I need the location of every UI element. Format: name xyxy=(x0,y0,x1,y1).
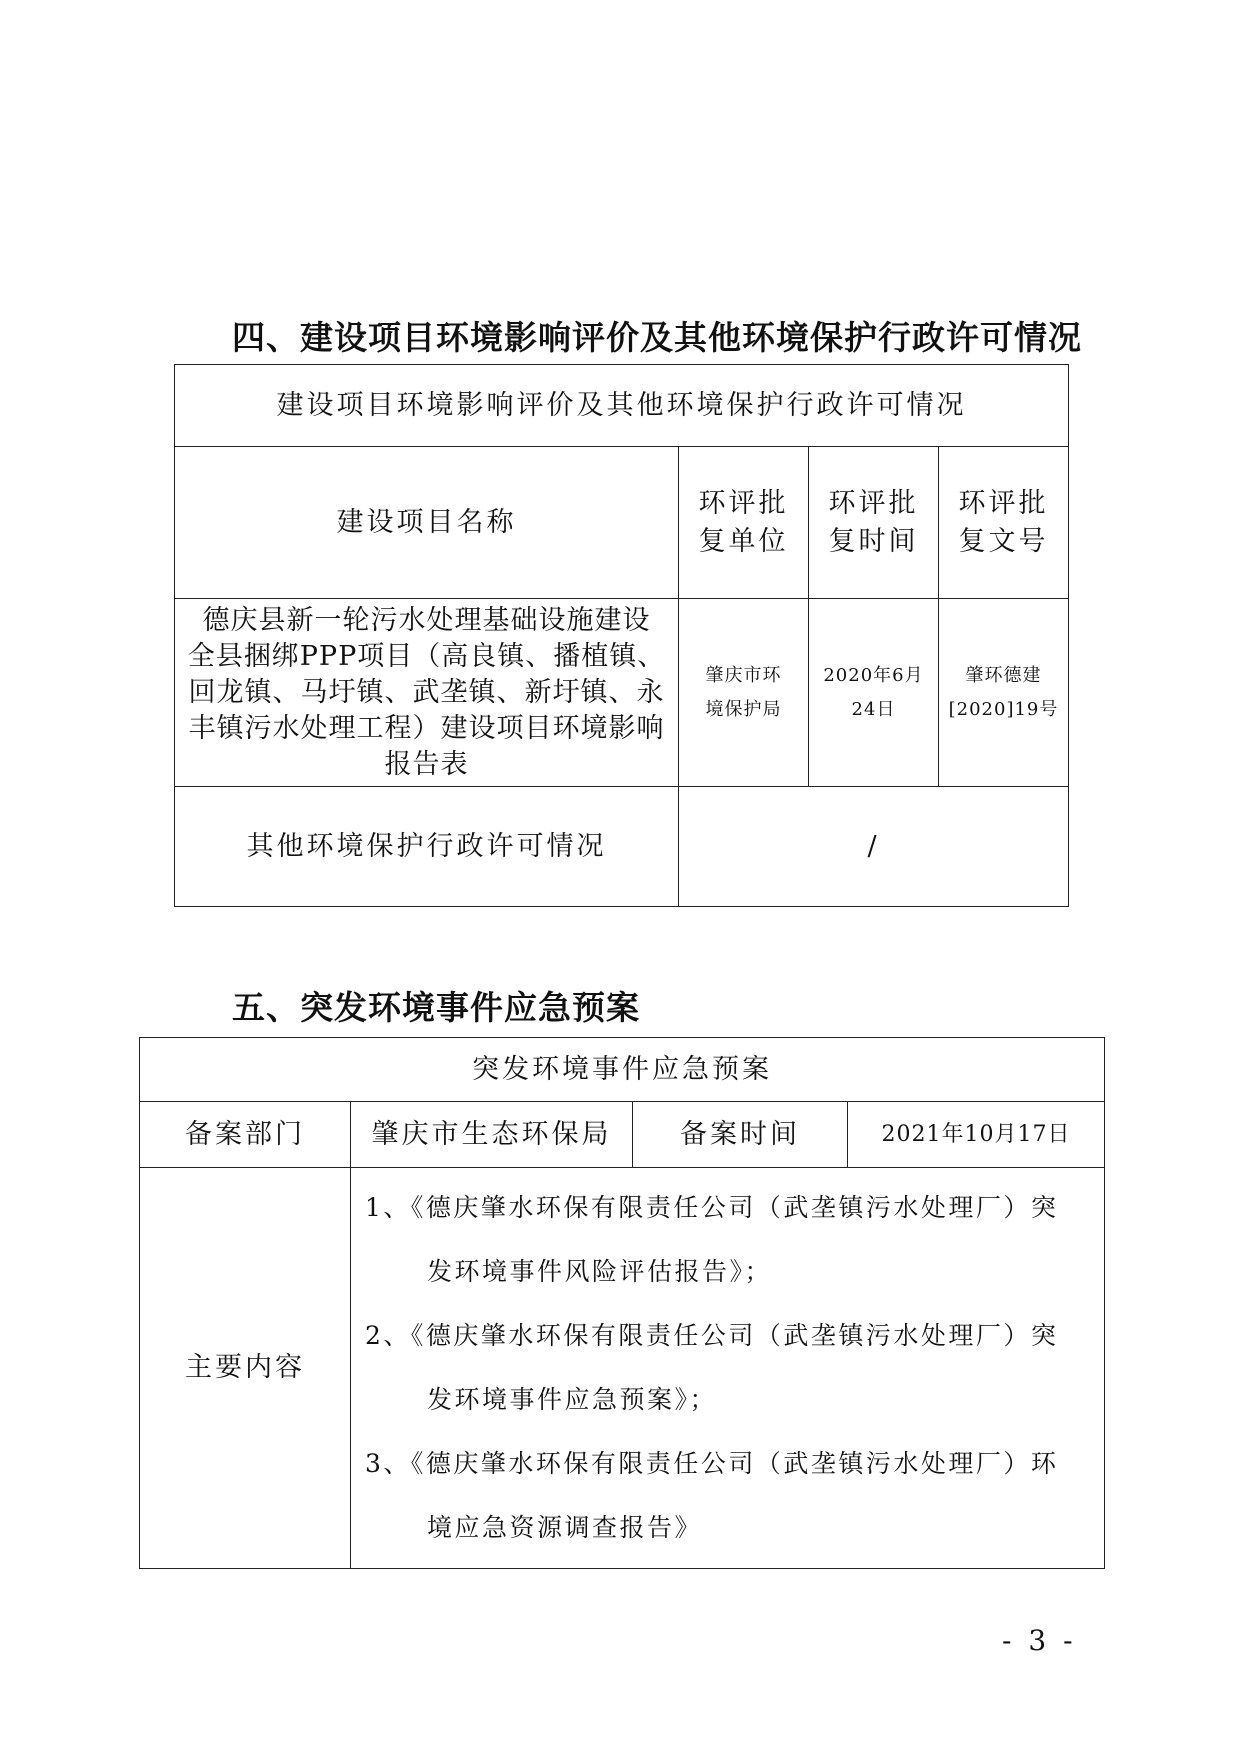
header-approval-time: 环评批 复时间 xyxy=(809,447,939,599)
page-number: - 3 - xyxy=(1002,1624,1077,1657)
content-item: 2、《德庆肇水环保有限责任公司（武垄镇污水处理厂）突 发环境事件应急预案》； xyxy=(365,1321,1059,1414)
filing-dept-label: 备案部门 xyxy=(140,1102,351,1168)
content-item: 3、《德庆肇水环保有限责任公司（武垄镇污水处理厂）环 境应急资源调查报告》 xyxy=(365,1449,1059,1542)
approval-doc-cell: 肇环德建 [2020]19号 xyxy=(939,599,1069,787)
approval-time-cell: 2020年6月 24日 xyxy=(809,599,939,787)
emergency-plan-table xyxy=(139,1037,1105,1569)
approval-unit-cell: 肇庆市环 境保护局 xyxy=(679,599,809,787)
main-content-label: 主要内容 xyxy=(140,1168,351,1569)
project-name-cell: 德庆县新一轮污水处理基础设施建设 全县捆绑PPP项目（高良镇、播植镇、 回龙镇、马圩镇、武垄镇、新圩镇、永 丰镇污水处理工程）建设项目环境影响 报告表 xyxy=(175,599,679,787)
filing-dept-value: 肇庆市生态环保局 xyxy=(351,1102,633,1168)
header-approval-unit: 环评批 复单位 xyxy=(679,447,809,599)
header-project-name: 建设项目名称 xyxy=(175,447,679,599)
content-item: 1、《德庆肇水环保有限责任公司（武垄镇污水处理厂）突 发环境事件风险评估报告》； xyxy=(365,1193,1059,1286)
filing-time-value: 2021年10月17日 xyxy=(848,1102,1105,1168)
header-approval-doc: 环评批 复文号 xyxy=(939,447,1069,599)
eia-table-title: 建设项目环境影响评价及其他环境保护行政许可情况 xyxy=(175,365,1069,447)
other-permit-value: / xyxy=(679,787,1069,907)
section-4-heading: 四、建设项目环境影响评价及其他环境保护行政许可情况 xyxy=(232,318,1082,357)
eia-permit-table xyxy=(174,364,1069,907)
main-content-list xyxy=(351,1168,1105,1569)
emergency-table-title: 突发环境事件应急预案 xyxy=(140,1038,1105,1102)
section-5-heading: 五、突发环境事件应急预案 xyxy=(232,988,640,1027)
filing-time-label: 备案时间 xyxy=(633,1102,848,1168)
other-permit-label: 其他环境保护行政许可情况 xyxy=(175,787,679,907)
